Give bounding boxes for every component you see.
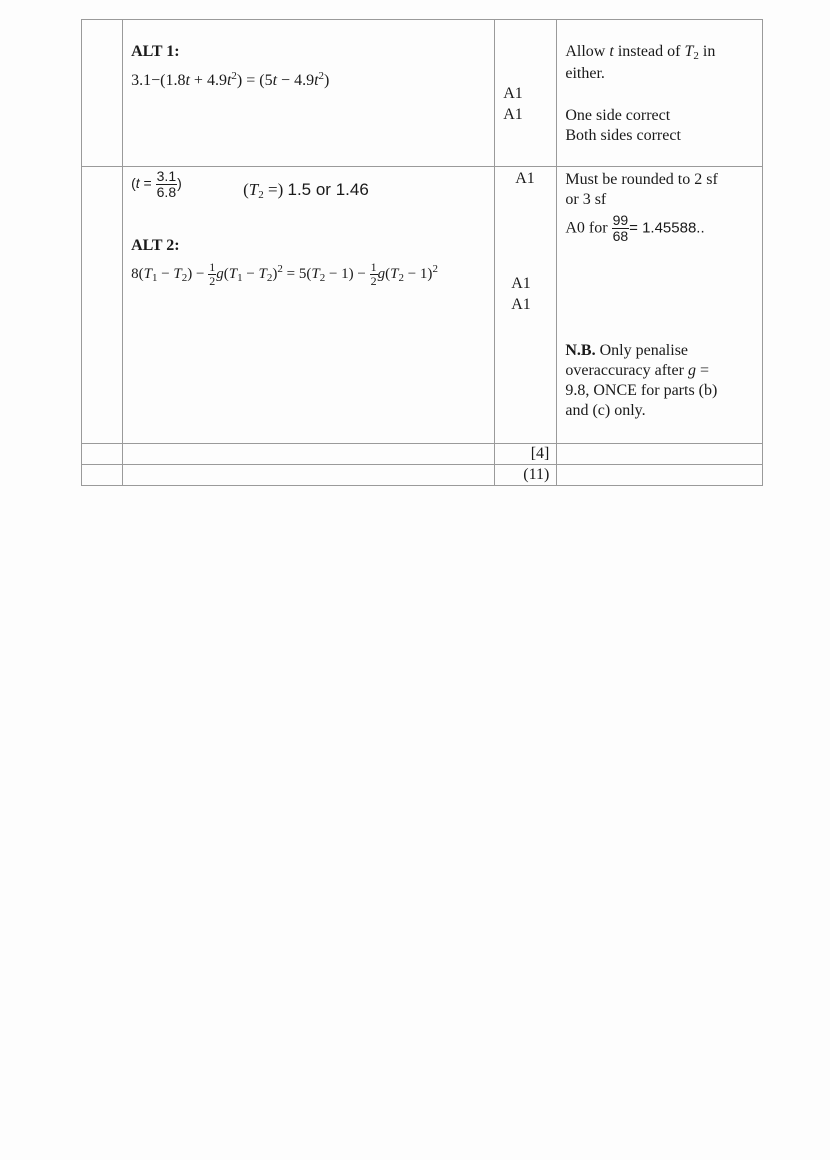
table-row-part-total [82, 444, 763, 465]
question-number-cell [82, 20, 123, 167]
table-row-question-total [82, 465, 763, 486]
mark-scheme-table [81, 19, 763, 486]
mark-a1: A1 [503, 106, 523, 123]
alt1-heading: ALT 1: [131, 43, 180, 60]
mark-a1: A1 [511, 296, 531, 313]
nb-note-line2: overaccuracy after g = [565, 362, 709, 379]
scheme-cell [123, 20, 495, 167]
a0-note: A0 for $\frac{99}{68}$ = 1.45588.. [565, 212, 705, 244]
one-side-note: One side correct [565, 107, 671, 124]
table-row-alt1 [82, 20, 763, 167]
final-answer: ($T_2$ =) 1.5 or 1.46 [243, 180, 369, 201]
question-number-cell [82, 167, 123, 444]
nb-note-line3: 9.8, ONCE for parts (b) [565, 382, 718, 399]
mark-a1: A1 [503, 85, 523, 102]
round-note-line2: or 3 sf [565, 191, 607, 208]
mark-a1: A1 [511, 275, 531, 292]
part-total: [4] [495, 444, 557, 465]
marks-cell [495, 20, 557, 167]
mark-a1: A1 [515, 170, 535, 187]
scheme-cell [123, 167, 495, 444]
nb-note: N.B. Only penalise [565, 342, 689, 359]
round-note: Must be rounded to 2 sf [565, 171, 718, 188]
table-row-answer [82, 167, 763, 444]
guidance-cell [557, 167, 763, 444]
alt1-equation: $3.1-(1.8t + 4.9t^2) = (5t - 4.9t^2)$ [131, 70, 330, 89]
both-sides-note: Both sides correct [565, 127, 681, 144]
guidance-cell [557, 20, 763, 167]
t-expression: (t = $\frac{3.1}{6.8}$ ) [131, 168, 182, 200]
nb-note-line4: and (c) only. [565, 402, 646, 419]
marks-cell [495, 167, 557, 444]
alt2-equation: $8(T_1 - T_2)$ − $\frac{1}{2}$ $g(T_1 - T_2)^2 = 5(T_2 - 1)$ − $\frac{1}{2}$ $g(T_2 - 1)^2$ [131, 260, 438, 289]
allow-note: Allow t instead of $T_2$ in [565, 43, 716, 62]
question-total: (11) [495, 465, 557, 486]
alt2-heading: ALT 2: [131, 237, 180, 254]
allow-note-line2: either. [565, 65, 605, 82]
